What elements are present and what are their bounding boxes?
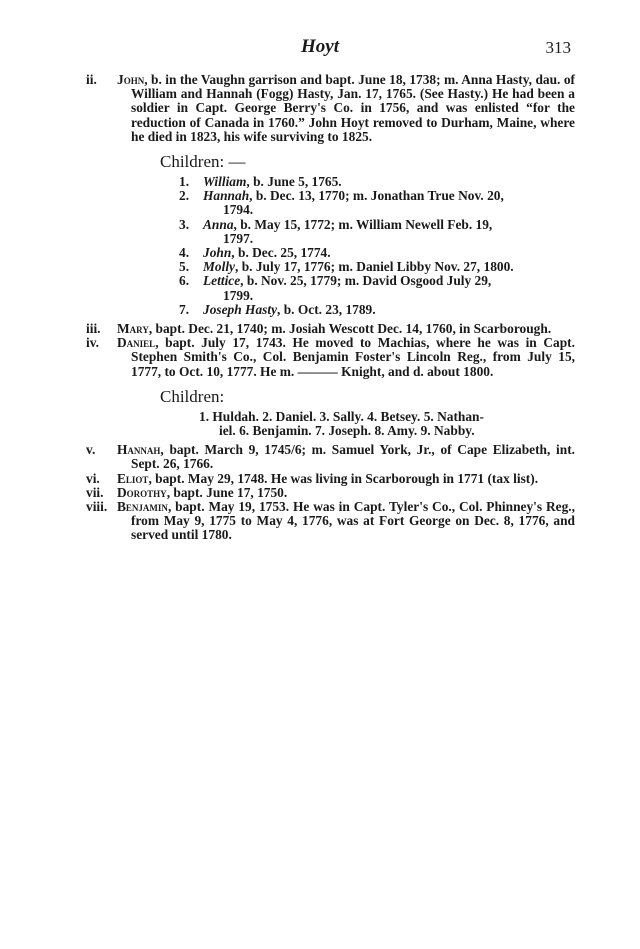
entry-number: ii. bbox=[86, 72, 97, 87]
entry-number: v. bbox=[86, 442, 96, 458]
child-item bbox=[179, 246, 575, 260]
entry-number: vii. bbox=[86, 484, 104, 500]
entry-benjamin bbox=[87, 500, 575, 543]
genealogy-entries bbox=[87, 73, 575, 543]
child-detail: , b. June 5, 1765. bbox=[246, 174, 342, 190]
entry-mary bbox=[87, 322, 575, 336]
child-item bbox=[179, 303, 575, 317]
children-list-daniel bbox=[199, 410, 575, 438]
running-head-title: Hoyt bbox=[301, 36, 339, 57]
child-number: 6. bbox=[179, 273, 190, 289]
child-item bbox=[179, 274, 575, 302]
child-name: Joseph Hasty bbox=[203, 301, 278, 317]
child-item bbox=[179, 218, 575, 246]
entry-text: , bapt. July 17, 1743. He moved to Machias, where he was in Capt. Stephen Smith's Co., Col. Benjamin Foster's Lincoln Reg., from July 15, 1777, to Oct. 10, 1777. He m. ——— Knight, and d. about 1800. bbox=[131, 335, 575, 379]
child-detail: , b. Oct. 23, 1789. bbox=[277, 301, 376, 317]
entry-number: viii. bbox=[86, 499, 108, 515]
entry-text: , bapt. May 29, 1748. He was living in Scarborough in 1771 (tax list). bbox=[148, 470, 539, 486]
entry-number: iii. bbox=[86, 321, 101, 337]
entry-number: vi. bbox=[86, 470, 100, 486]
entry-hannah bbox=[87, 443, 575, 471]
entry-name: John bbox=[117, 72, 145, 87]
child-number: 5. bbox=[179, 259, 190, 275]
entry-text: , bapt. May 19, 1753. He was in Capt. Tyler's Co., Col. Phinney's Reg., from May 9, 1775 to May 4, 1776, was at Fort George on Dec. 8, 1776, and served until 1780. bbox=[131, 499, 575, 543]
entry-name: Hannah bbox=[117, 442, 161, 458]
entry-dorothy bbox=[87, 486, 575, 500]
children-list-john bbox=[179, 175, 575, 317]
entry-number: iv. bbox=[86, 335, 100, 351]
entry-name: Daniel bbox=[117, 335, 156, 351]
child-name: Anna bbox=[203, 216, 234, 232]
child-name: John bbox=[203, 245, 232, 261]
child-detail-continued: 1799. bbox=[223, 287, 254, 303]
child-detail: , b. July 17, 1776; m. Daniel Libby Nov. 27, 1800. bbox=[235, 259, 514, 275]
child-detail: , b. Dec. 25, 1774. bbox=[231, 245, 331, 261]
entry-eliot bbox=[87, 472, 575, 486]
child-item bbox=[179, 189, 575, 217]
child-number: 1. bbox=[179, 174, 190, 190]
entry-name: Mary bbox=[117, 321, 149, 337]
child-number: 4. bbox=[179, 245, 190, 261]
page-number: 313 bbox=[545, 38, 571, 57]
child-detail-continued: 1794. bbox=[223, 202, 254, 218]
entry-text: , b. in the Vaughn garrison and bapt. June 18, 1738; m. Anna Hasty, dau. of William and Hannah (Fogg) Hasty, Jan. 17, 1765. (See Hasty.) He had been a soldier in Capt. George Berry's Co. in 1756, and was enlisted “for the reduction of Canada in 1760.” John Hoyt removed to Durham, Maine, where he died in 1823, his wife surviving to 1825. bbox=[131, 72, 575, 144]
children-line: 1. Huldah. 2. Daniel. 3. Sally. 4. Betsey. 5. Nathan- bbox=[199, 408, 484, 424]
entry-name: Eliot bbox=[117, 470, 149, 486]
children-heading: Children: — bbox=[160, 152, 246, 172]
child-detail: , b. Nov. 25, 1779; m. David Osgood July 29, bbox=[240, 273, 492, 289]
entry-name: Benjamin bbox=[117, 499, 168, 515]
children-heading: Children: bbox=[160, 386, 225, 406]
child-name: Hannah bbox=[203, 188, 250, 204]
child-detail: , b. May 15, 1772; m. William Newell Feb. 19, bbox=[233, 216, 493, 232]
child-detail-continued: 1797. bbox=[223, 230, 254, 246]
entry-daniel bbox=[87, 336, 575, 379]
entry-text: , bapt. March 9, 1745/6; m. Samuel York, Jr., of Cape Elizabeth, int. Sept. 26, 1766. bbox=[131, 442, 575, 472]
child-number: 7. bbox=[179, 301, 190, 317]
child-detail: , b. Dec. 13, 1770; m. Jonathan True Nov. 20, bbox=[249, 188, 504, 204]
child-item bbox=[179, 260, 575, 274]
entry-text: , bapt. Dec. 21, 1740; m. Josiah Wescott Dec. 14, 1760, in Scarborough. bbox=[148, 321, 552, 337]
child-number: 3. bbox=[179, 216, 190, 232]
entry-name: Dorothy bbox=[117, 484, 167, 500]
entry-john bbox=[87, 73, 575, 144]
child-number: 2. bbox=[179, 188, 190, 204]
child-name: Lettice bbox=[203, 273, 241, 289]
child-name: William bbox=[203, 174, 247, 190]
children-line: iel. 6. Benjamin. 7. Joseph. 8. Amy. 9. Nabby. bbox=[219, 423, 475, 439]
child-name: Molly bbox=[203, 259, 235, 275]
entry-text: , bapt. June 17, 1750. bbox=[166, 484, 288, 500]
child-item bbox=[179, 175, 575, 189]
